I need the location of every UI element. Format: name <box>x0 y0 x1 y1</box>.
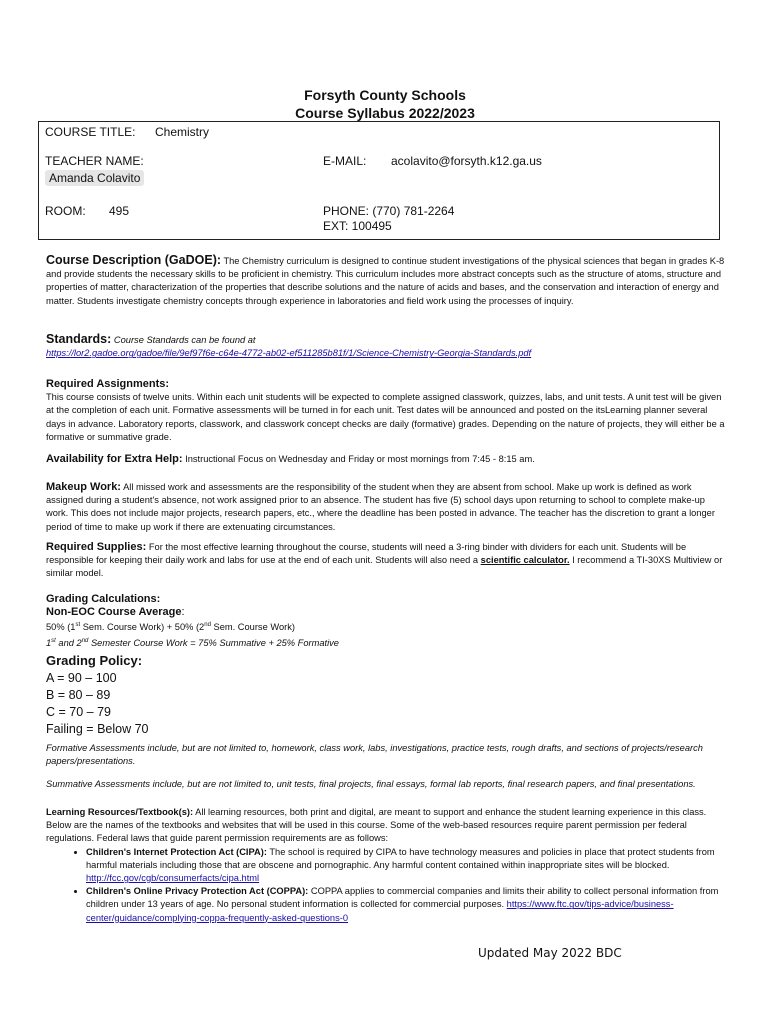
room-label: ROOM: <box>45 204 86 218</box>
cipa-item <box>86 846 726 886</box>
grading-calculations <box>46 593 726 650</box>
makeup-work <box>46 481 726 534</box>
email-value: acolavito@forsyth.k12.ga.us <box>391 154 542 168</box>
room-value: 495 <box>109 204 130 218</box>
extra-help <box>46 453 726 466</box>
standards-link[interactable]: https://lor2.gadoe.org/gadoe/file/9ef97f6e-c64e-4772-ab02-ef511285b81f/1/Science-Chemistry-Georgia-Standards.pdf <box>46 348 532 359</box>
teacher-name-label: TEACHER NAME: <box>45 154 144 168</box>
cipa-link[interactable]: http://fcc.gov/cgb/consumerfacts/cipa.html <box>86 873 260 884</box>
weighting-formula: 1st and 2nd Semester Course Work = 75% Summative + 25% Formative <box>46 637 339 648</box>
supplies-text-1: For the most effective learning throughout the course, students will need a 3-ring binder with dividers for each unit. Students will be responsible for keeping their daily work and labs for use at the end of each unit. Students will also need a <box>46 542 687 566</box>
standards-heading: Standards: <box>46 332 112 346</box>
assignments-heading: Required Assignments: <box>46 378 170 390</box>
required-supplies <box>46 541 726 581</box>
grade-c: C = 70 – 79 <box>46 705 111 719</box>
cipa-heading: Children's Internet Protection Act (CIPA): <box>86 846 267 857</box>
semester-formula: 50% (1st Sem. Course Work) + 50% (2nd Sem. Course Work) <box>46 622 295 633</box>
teacher-name-value: Amanda Colavito <box>45 170 144 186</box>
formative-note: Formative Assessments include, but are not limited to, homework, class work, labs, investigations, practice tests, rough drafts, and sections of projects/research papers/presentations. <box>46 743 703 767</box>
standards-section <box>46 333 726 360</box>
grading-calc-heading: Grading Calculations: <box>46 593 161 605</box>
cipa-text: The school is required by CIPA to have technology measures and policies in place that protect students from harmful materials including those that are obscene and pornographic. Any harmful content contained within inappropriate sites will be blocked. <box>86 846 715 870</box>
course-description <box>46 254 726 308</box>
supplies-heading: Required Supplies: <box>46 541 147 553</box>
extension: EXT: 100495 <box>323 219 392 233</box>
non-eoc-heading: Non-EOC Course Average <box>46 606 182 619</box>
grade-b: B = 80 – 89 <box>46 688 111 702</box>
phone: PHONE: (770) 781-2264 <box>323 204 455 218</box>
required-assignments <box>46 378 726 444</box>
coppa-heading: Children's Online Privacy Protection Act (COPPA): <box>86 886 309 897</box>
grading-policy-heading: Grading Policy: <box>46 653 143 668</box>
coppa-item <box>86 885 726 925</box>
course-title-label: COURSE TITLE: <box>45 125 136 139</box>
footer-updated: Updated May 2022 BDC <box>478 946 622 960</box>
extra-help-heading: Availability for Extra Help: <box>46 453 183 465</box>
makeup-heading: Makeup Work: <box>46 481 121 493</box>
makeup-text: All missed work and assessments are the responsibility of the student when they are absent from school. Make up work is defined as work assigned during a student's absence, not work assigned prior to an absence. The student has five (5) school days upon returning to school to complete make-up work. This does not include major projects, research papers, etc., where the deadline has been posted in advance. The teacher has the discretion to grant a longer period of time to make up work if there are extenuating circumstances. <box>46 482 715 532</box>
summative-note: Summative Assessments include, but are not limited to, unit tests, final projects, final essays, formal lab reports, final research papers, and final presentations. <box>46 779 696 790</box>
syllabus-title: Course Syllabus 2022/2023 <box>295 105 475 121</box>
scientific-calculator: scientific calculator. <box>480 555 570 566</box>
learning-resources <box>46 806 726 925</box>
school-name: Forsyth County Schools <box>304 87 466 103</box>
course-description-text: The Chemistry curriculum is designed to continue student investigations of the physical sciences that began in grades K-8 and provide students the necessary skills to be proficient in chemistry. This curriculum includes more abstract concepts such as the structure of atoms, structure and properties of matter, characterization of the properties that describe solutions and the nature of acids and bases, and the conservation and interaction of energy and matter. Students investigate chemistry concepts through experience in laboratories and field work using the processes of inquiry. <box>46 256 725 306</box>
assignments-text: This course consists of twelve units. Within each unit students will be expected to complete assigned classwork, quizzes, labs, and unit tests. A unit test will be given at the completion of each unit. Formative assessments will be turned in for each unit. Test dates will be announced and posted on the itsLearning planner several days in advance. Laboratory reports, classwork, and classwork concept checks are daily (formative) grades. Depending on the nature of projects, they will either be a formative or summative grade. <box>46 392 725 442</box>
standards-text: Course Standards can be found at <box>113 335 256 345</box>
coppa-link[interactable]: https://www.ftc.gov/tips-advice/business-center/guidance/complying-coppa-frequently-asked-questions-0 <box>86 899 674 923</box>
grade-failing: Failing = Below 70 <box>46 722 149 736</box>
course-description-heading: Course Description (GaDOE): <box>46 253 222 267</box>
coppa-text: COPPA applies to commercial companies and limits their ability to collect personal information from children under 13 years of age. No personal student information is collected for commercial purposes. <box>86 886 719 910</box>
resources-text: All learning resources, both print and digital, are meant to support and enhance the student learning experience in this class. Below are the names of the textbooks and websites that will be used in this course. Some of the web-based resources require parent permission per federal regulations. Federal laws that guide parent permission requirements are as follows: <box>46 807 707 844</box>
grade-a: A = 90 – 100 <box>46 671 117 685</box>
supplies-text-2: I recommend a TI-30XS Multiview or similar model. <box>46 555 723 579</box>
non-eoc-colon: : <box>181 606 185 619</box>
email-label: E-MAIL: <box>323 154 367 168</box>
resources-heading: Learning Resources/Textbook(s): <box>46 807 194 817</box>
grading-policy <box>46 652 726 792</box>
course-title-value: Chemistry <box>155 125 210 139</box>
course-info-box <box>38 121 720 240</box>
extra-help-text: Instructional Focus on Wednesday and Friday or most mornings from 7:45 - 8:15 am. <box>185 454 535 464</box>
